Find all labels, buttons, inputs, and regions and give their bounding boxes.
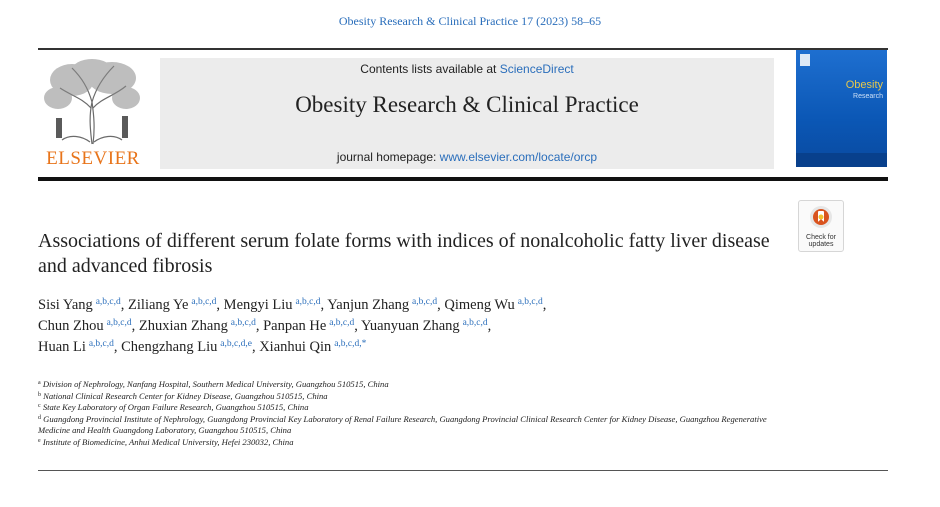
affiliation-text: Guangdong Provincial Institute of Nephrology, Guangdong Provincial Key Laboratory of Renal Failure Research, Guangdong Provincial Clinical Research Center for Kidney Disease, Guangzhou Regenerative Medicine and Health Guangdong Laboratory, Guangzhou 510515, China — [38, 413, 767, 435]
author-name[interactable]: Sisi Yang — [38, 297, 93, 313]
author-name[interactable]: Chengzhang Liu — [121, 339, 218, 355]
author-affiliation-marks[interactable]: a,b,c,d — [295, 297, 321, 307]
author-name[interactable]: Chun Zhou — [38, 318, 104, 334]
affiliation-item — [38, 437, 798, 449]
author-name[interactable]: Xianhui Qin — [259, 339, 332, 355]
author-line — [38, 337, 778, 358]
author-affiliation-marks[interactable]: a,b,c,d — [95, 297, 121, 307]
journal-masthead — [160, 58, 774, 169]
header-rule — [38, 48, 888, 50]
author-separator: , — [320, 297, 328, 313]
affiliation-item — [38, 414, 798, 437]
affiliation-text: Institute of Biomedicine, Anhui Medical University, Hefei 230032, China — [40, 436, 294, 447]
author-affiliation-marks[interactable]: a,b,c,d — [517, 297, 543, 307]
author-affiliation-marks[interactable]: a,b,c,d — [88, 339, 114, 349]
cover-title — [846, 80, 883, 102]
author-line — [38, 316, 778, 337]
affiliation-key: d — [38, 414, 41, 421]
journal-cover-thumbnail[interactable] — [796, 50, 887, 167]
author-separator: , — [216, 297, 224, 313]
journal-citation[interactable]: Obesity Research & Clinical Practice 17 (2023) 58–65 — [338, 14, 602, 28]
author-name[interactable]: Zhuxian Zhang — [138, 318, 228, 334]
affiliation-key: b — [38, 391, 41, 398]
contents-prefix: Contents lists available at — [360, 62, 500, 76]
affiliation-text: National Clinical Research Center for Kidney Disease, Guangzhou 510515, China — [41, 390, 328, 401]
affiliation-text: Division of Nephrology, Nanfang Hospital, Southern Medical University, Guangzhou 510515, China — [40, 379, 389, 389]
article-title: Associations of different serum folate forms with indices of nonalcoholic fatty liver disease and advanced fibrosis — [38, 230, 770, 277]
author-separator: , — [113, 339, 122, 355]
author-separator: , — [251, 339, 260, 355]
cover-badge — [800, 54, 810, 66]
author-separator: , — [120, 297, 129, 313]
author-name[interactable]: Mengyi Liu — [223, 297, 293, 313]
author-name[interactable]: Yuanyuan Zhang — [361, 318, 460, 334]
elsevier-wordmark: ELSEVIER — [46, 148, 140, 169]
author-affiliation-marks[interactable]: a,b,c,d — [412, 297, 438, 307]
author-separator: , — [487, 318, 492, 334]
author-name[interactable]: Qimeng Wu — [444, 297, 515, 313]
author-affiliation-marks[interactable]: a,b,c,d,e — [220, 339, 252, 349]
author-affiliation-marks[interactable]: a,b,c,d — [462, 318, 488, 328]
journal-homepage-line — [160, 150, 774, 164]
affiliation-item — [38, 402, 798, 414]
author-affiliation-marks[interactable]: a,b,c,d — [230, 318, 256, 328]
affiliation-item — [38, 391, 798, 403]
affiliation-key: a — [38, 380, 41, 386]
journal-name: Obesity Research & Clinical Practice — [295, 92, 639, 117]
check-for-updates-button[interactable] — [798, 200, 844, 252]
author-separator: , — [354, 318, 361, 334]
elsevier-logo[interactable] — [38, 58, 158, 170]
author-affiliation-marks[interactable]: a,b,c,d,* — [334, 339, 367, 349]
check-for-updates-label-line1: Check for — [806, 234, 836, 241]
affiliation-text: State Key Laboratory of Organ Failure Research, Guangzhou 510515, China — [40, 402, 309, 412]
author-line — [38, 295, 778, 316]
cover-title-line2: Research — [853, 93, 883, 100]
author-name[interactable]: Yanjun Zhang — [327, 297, 410, 313]
affiliation-key: c — [38, 403, 41, 409]
check-for-updates-label-line2: updates — [808, 241, 834, 248]
affiliation-list — [38, 379, 798, 448]
author-name[interactable]: Panpan He — [263, 318, 327, 334]
affiliation-key: e — [38, 437, 41, 444]
section-rule — [38, 470, 888, 471]
check-for-updates-icon — [809, 205, 833, 229]
author-name[interactable]: Huan Li — [38, 339, 86, 355]
author-affiliation-marks[interactable]: a,b,c,d — [191, 297, 217, 307]
author-separator: , — [255, 318, 264, 334]
author-name[interactable]: Ziliang Ye — [128, 297, 189, 313]
affiliation-item — [38, 379, 798, 391]
cover-footer-stripe — [796, 153, 887, 167]
author-separator: , — [131, 318, 139, 334]
author-separator: , — [542, 297, 547, 313]
author-separator: , — [437, 297, 445, 313]
homepage-prefix: journal homepage: — [336, 150, 440, 164]
elsevier-tree-icon — [42, 58, 142, 146]
cover-title-line1: Obesity — [845, 79, 883, 91]
author-list — [38, 295, 778, 358]
sciencedirect-link[interactable]: ScienceDirect — [499, 62, 574, 76]
journal-homepage-link[interactable]: www.elsevier.com/locate/orcp — [439, 150, 598, 164]
author-affiliation-marks[interactable]: a,b,c,d — [106, 318, 132, 328]
author-affiliation-marks[interactable]: a,b,c,d — [329, 318, 355, 328]
masthead-rule — [38, 177, 888, 181]
contents-line — [160, 62, 774, 76]
